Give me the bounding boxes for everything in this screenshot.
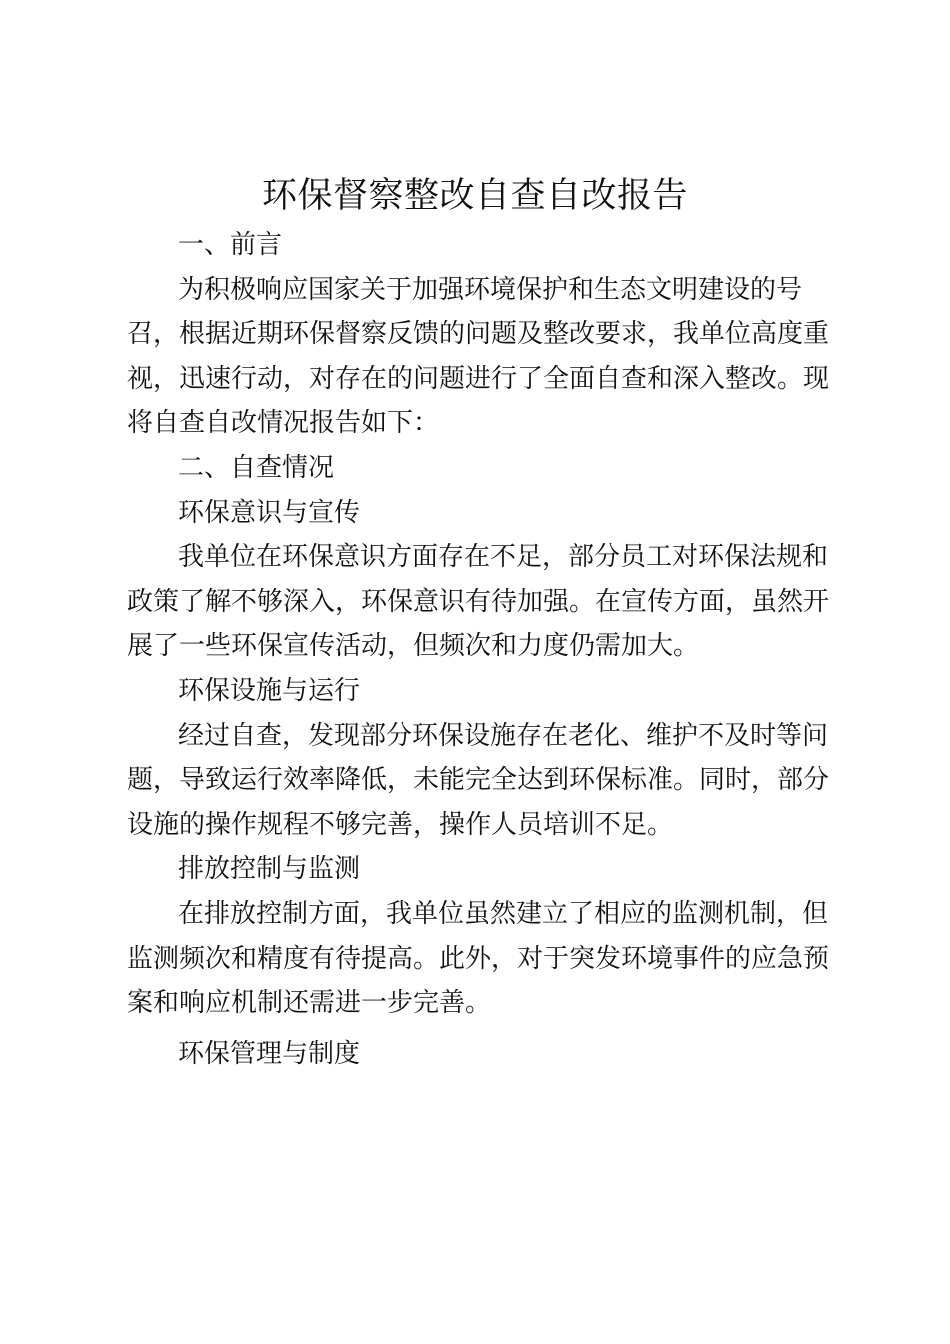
paragraph-line: 为积极响应国家关于加强环境保护和生态文明建设的号 (178, 274, 803, 305)
subsection-heading-emissions: 排放控制与监测 (178, 854, 361, 885)
paragraph-line: 案和响应机制还需进一步完善。 (127, 988, 492, 1019)
section-heading-self-inspection: 二、自查情况 (178, 452, 335, 483)
paragraph-line: 题，导致运行效率降低，未能完全达到环保标准。同时，部分 (127, 765, 830, 796)
document-title: 环保督察整改自查自改报告 (261, 176, 688, 216)
paragraph-line: 在排放控制方面，我单位虽然建立了相应的监测机制，但 (178, 898, 829, 929)
paragraph-line: 召，根据近期环保督察反馈的问题及整改要求，我单位高度重 (127, 319, 830, 350)
paragraph-line: 展了一些环保宣传活动，但频次和力度仍需加大。 (127, 631, 700, 662)
paragraph-line: 监测频次和精度有待提高。此外，对于突发环境事件的应急预 (127, 943, 830, 974)
paragraph-line: 视，迅速行动，对存在的问题进行了全面自查和深入整改。现 (127, 363, 830, 394)
document-body (127, 223, 830, 1076)
section-heading-preface: 一、前言 (178, 230, 283, 260)
subsection-heading-management: 环保管理与制度 (178, 1038, 361, 1069)
paragraph-line: 将自查自改情况报告如下： (127, 408, 440, 439)
paragraph-line: 我单位在环保意识方面存在不足，部分员工对环保法规和 (178, 542, 829, 573)
subsection-heading-awareness: 环保意识与宣传 (178, 497, 361, 528)
subsection-heading-facilities: 环保设施与运行 (178, 675, 361, 706)
paragraph-line: 政策了解不够深入，环保意识有待加强。在宣传方面，虽然开 (127, 586, 830, 617)
paragraph-line: 经过自查，发现部分环保设施存在老化、维护不及时等问 (178, 720, 829, 751)
paragraph-line: 设施的操作规程不够完善，操作人员培训不足。 (127, 809, 674, 840)
